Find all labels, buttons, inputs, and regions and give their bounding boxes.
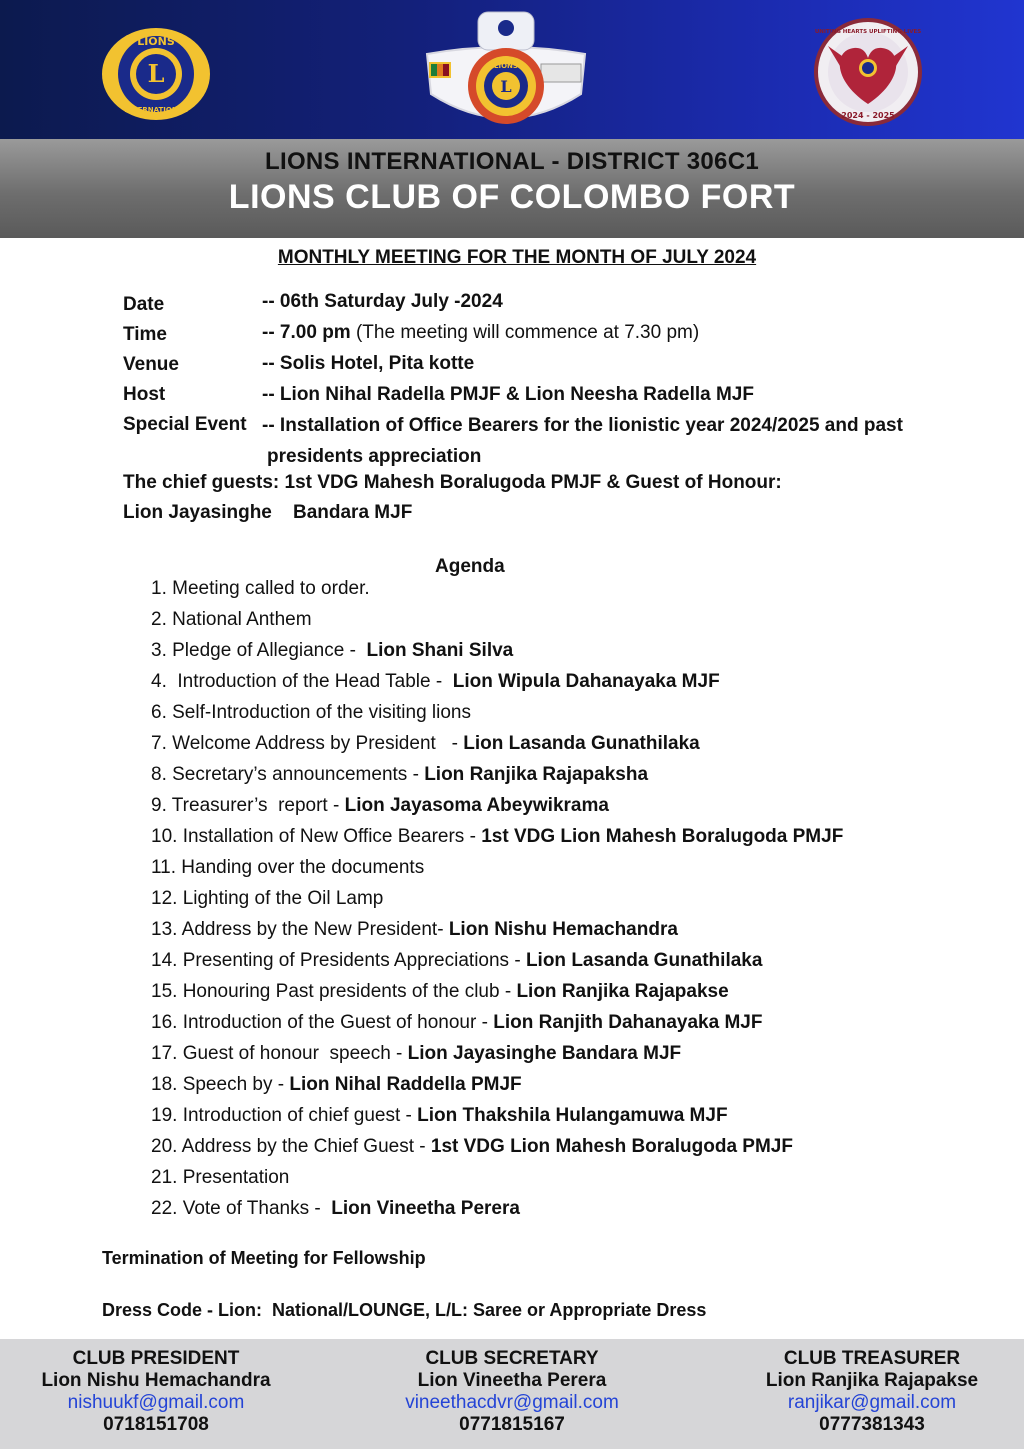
uniting-hearts-emblem-icon [812, 16, 924, 128]
agenda-item [151, 1102, 843, 1133]
agenda-item-text: 2. National Anthem [151, 609, 312, 630]
agenda-item-person: Lion Thakshila Hulangamuwa MJF [417, 1105, 728, 1126]
agenda-item-person: Lion Nihal Raddella PMJF [289, 1074, 522, 1095]
agenda-item-person: Lion Ranjika Rajapakse [516, 981, 729, 1002]
svg-text:LIONS: LIONS [494, 62, 518, 70]
agenda-item-text: 6. Self-Introduction of the visiting lions [151, 702, 472, 723]
agenda-item [151, 823, 843, 854]
agenda-item-text: 10. Installation of New Office Bearers - [151, 826, 482, 847]
agenda-item [151, 792, 843, 823]
agenda-item-text: 7. Welcome Address by President - [151, 733, 464, 754]
agenda-item-text: 13. Address by the New President- [151, 919, 449, 940]
svg-text:2024 - 2025: 2024 - 2025 [841, 111, 895, 120]
host-label: Host [123, 384, 166, 405]
agenda-list [151, 575, 843, 1226]
agenda-item [151, 761, 843, 792]
agenda-item-person: 1st VDG Lion Mahesh Boralugoda PMJF [481, 826, 844, 847]
agenda-item-person: Lion Nishu Hemachandra [448, 919, 678, 940]
agenda-item-person: Lion Ranjika Rajapaksha [424, 764, 649, 785]
agenda-item [151, 978, 843, 1009]
agenda-item-person: Lion Lasanda Gunathilaka [525, 950, 763, 971]
agenda-item-text: 8. Secretary’s announcements - [151, 764, 425, 785]
special-event-label: Special Event [123, 414, 247, 435]
agenda-item [151, 730, 843, 761]
agenda-title: Agenda [435, 556, 505, 577]
officer-name: Lion Nishu Hemachandra [41, 1370, 271, 1391]
venue-label: Venue [123, 354, 179, 375]
time-note: (The meeting will commence at 7.30 pm) [350, 322, 700, 343]
officer-phone: 0777381343 [819, 1414, 925, 1435]
time-row [262, 322, 699, 344]
dress-code-note: Dress Code - Lion: National/LOUNGE, L/L: Saree or Appropriate Dress [102, 1300, 707, 1320]
district-title: LIONS INTERNATIONAL - DISTRICT 306C1 [265, 148, 759, 175]
agenda-item-text: 20. Address by the Chief Guest - [151, 1136, 431, 1157]
agenda-item-text: 19. Introduction of chief guest - [151, 1105, 418, 1126]
officer-email-link[interactable]: nishuukf@gmail.com [67, 1392, 245, 1413]
svg-text:INTERNATIONAL: INTERNATIONAL [124, 106, 188, 114]
district-crest-icon [423, 10, 589, 134]
agenda-item-text: 21. Presentation [151, 1167, 290, 1188]
club-title: LIONS CLUB OF COLOMBO FORT [228, 178, 796, 216]
officer-title: CLUB TREASURER [783, 1348, 961, 1369]
svg-text:LIONS: LIONS [137, 35, 175, 48]
agenda-item [151, 916, 843, 947]
agenda-item-text: 11. Handing over the documents [151, 857, 425, 878]
agenda-item [151, 1195, 843, 1226]
officer-president [6, 1348, 306, 1436]
agenda-item [151, 668, 843, 699]
agenda-item-person: 1st VDG Lion Mahesh Boralugoda PMJF [430, 1136, 793, 1157]
svg-text:L: L [147, 59, 165, 88]
agenda-item-text: 3. Pledge of Allegiance - [151, 640, 367, 661]
agenda-item-person: Lion Lasanda Gunathilaka [463, 733, 700, 754]
agenda-item-text: 15. Honouring Past presidents of the club - [151, 981, 517, 1002]
agenda-item-text: 17. Guest of honour speech - [151, 1043, 408, 1064]
chief-guests-line: The chief guests: 1st VDG Mahesh Boralugoda PMJF & Guest of Honour: [123, 472, 782, 493]
agenda-item-person: Lion Shani Silva [366, 640, 514, 661]
svg-text:L: L [500, 77, 512, 96]
svg-text:UNITING HEARTS UPLIFTING LIVES: UNITING HEARTS UPLIFTING LIVES [814, 29, 922, 35]
agenda-item-text: 18. Speech by - [151, 1074, 290, 1095]
agenda-item-person: Lion Wipula Dahanayaka MJF [452, 671, 720, 692]
agenda-item [151, 885, 843, 916]
agenda-item [151, 1133, 843, 1164]
guest-of-honour-name: Lion Jayasinghe Bandara MJF [123, 502, 413, 523]
agenda-item-person: Lion Jayasinghe Bandara MJF [407, 1043, 682, 1064]
date-label: Date [123, 294, 165, 315]
time-label: Time [123, 324, 168, 345]
agenda-item-text: 22. Vote of Thanks - [151, 1198, 332, 1219]
agenda-item-person: Lion Ranjith Dahanayaka MJF [493, 1012, 763, 1033]
agenda-item [151, 947, 843, 978]
agenda-item-person: Lion Vineetha Perera [331, 1198, 520, 1219]
special-event-value: -- Installation of Office Bearers for the lionistic year 2024/2025 and past [262, 415, 903, 436]
agenda-item-text: 1. Meeting called to order. [151, 578, 370, 599]
date-value: -- 06th Saturday July -2024 [262, 291, 503, 312]
special-event-value-cont: presidents appreciation [267, 446, 482, 467]
time-value: -- 7.00 pm [262, 322, 351, 343]
agenda-item [151, 637, 843, 668]
officer-email-link[interactable]: ranjikar@gmail.com [787, 1392, 957, 1413]
officer-treasurer [722, 1348, 1022, 1436]
officer-secretary [362, 1348, 662, 1436]
agenda-item-text: 12. Lighting of the Oil Lamp [151, 888, 384, 909]
termination-note: Termination of Meeting for Fellowship [102, 1248, 426, 1268]
agenda-item [151, 1040, 843, 1071]
officer-title: CLUB SECRETARY [425, 1348, 599, 1369]
agenda-item [151, 606, 843, 637]
agenda-item-person: Lion Jayasoma Abeywikrama [344, 795, 609, 816]
officer-email-link[interactable]: vineethacdvr@gmail.com [405, 1392, 619, 1413]
officer-phone: 0771815167 [459, 1414, 565, 1435]
venue-value: -- Solis Hotel, Pita kotte [262, 353, 475, 374]
officer-phone: 0718151708 [103, 1414, 209, 1435]
agenda-item [151, 1071, 843, 1102]
agenda-item [151, 699, 843, 730]
agenda-item-text: 14. Presenting of Presidents Appreciations - [151, 950, 526, 971]
agenda-item [151, 854, 843, 885]
agenda-item-text: 16. Introduction of the Guest of honour - [151, 1012, 494, 1033]
officer-name: Lion Ranjika Rajapakse [765, 1370, 979, 1391]
meeting-heading: MONTHLY MEETING FOR THE MONTH OF JULY 2024 [277, 247, 757, 268]
officer-name: Lion Vineetha Perera [417, 1370, 607, 1391]
agenda-item-text: 9. Treasurer’s report - [151, 795, 345, 816]
agenda-item [151, 575, 843, 606]
agenda-item-text: 4. Introduction of the Head Table - [151, 671, 453, 692]
agenda-item [151, 1164, 843, 1195]
officer-title: CLUB PRESIDENT [72, 1348, 240, 1369]
host-value: -- Lion Nihal Radella PMJF & Lion Neesha Radella MJF [262, 384, 754, 405]
agenda-item [151, 1009, 843, 1040]
lions-international-emblem-icon [100, 24, 212, 124]
